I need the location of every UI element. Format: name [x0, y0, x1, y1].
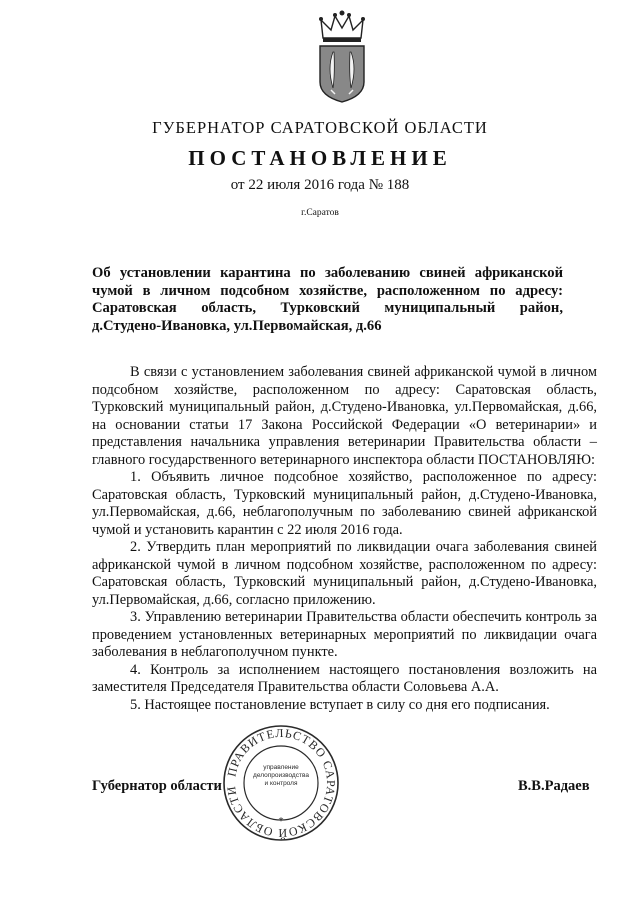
subject-line: Об установлении карантина по заболеванию свиней африканской: [92, 265, 563, 281]
document-city: г.Саратов: [301, 208, 339, 218]
subject-line: чумой в личном подсобном хозяйстве, расположенном по адресу:: [92, 282, 563, 299]
resolution-item-5: 5. Настоящее постановление вступает в силу со дня его подписания.: [130, 696, 550, 713]
resolution-item-2: 2. Утвердить план мероприятий по ликвидации очага заболевания свиней африканской чумой в личном подсобном хозяйстве, расположенном по адресу: Саратовская область, Турковский муниципальный район, д.Студено-Ивановка, ул.Первомайская, д.66, согласно приложению.: [92, 539, 597, 608]
subject-line: Саратовская область, Турковский муниципальный район,: [92, 300, 563, 317]
saratov-coat-of-arms-emblem: [309, 8, 375, 104]
resolution-item-3: 3. Управлению ветеринарии Правительства области обеспечить контроль за проведением установленных ветеринарных мероприятий по ликвидации очага заболевания в неблагополучном пункте.: [92, 609, 597, 660]
seal-center-text: управление делопроизводства и контроля: [253, 764, 309, 787]
preamble-paragraph: В связи с установлением заболевания свиней африканской чумой в личном подсобном хозяйстве, расположенном по адресу: Саратовская область, Турковский муниципальный район, д.Студено-Ивановка, ул.Первомайская, д.66, на основании статьи 17 Закона Российской Федерации «О ветеринарии» и представления начальника управления ветеринарии Правительства области – главного государственного ветеринарного инспектора области ПОСТАНОВЛЯЮ:: [92, 364, 597, 468]
signatory-name: В.В.Радаев: [518, 778, 590, 794]
resolution-item-4: 4. Контроль за исполнением настоящего постановления возложить на заместителя Председателя Правительства области Соловьева А.А.: [92, 661, 597, 695]
document-date-number: от 22 июля 2016 года № 188: [230, 177, 410, 193]
signatory-position: Губернатор области: [92, 778, 222, 794]
subject-line: д.Студено-Ивановка, ул.Первомайская, д.66: [92, 317, 382, 334]
resolution-item-1: 1. Объявить личное подсобное хозяйство, расположенное по адресу: Саратовская область, Турковский муниципальный район, д.Студено-Ивановка, ул.Первомайская, д.66, неблагополучным по заболеванию свиней африканской чумой и установить карантин с 22 июля 2016 года.: [92, 469, 597, 538]
document-body: [92, 364, 597, 714]
issuing-authority: ГУБЕРНАТОР САРАТОВСКОЙ ОБЛАСТИ: [152, 118, 488, 137]
document-type-heading: ПОСТАНОВЛЕНИЕ: [188, 146, 452, 170]
svg-text:*: *: [278, 816, 284, 827]
seal-ring-text: ПРАВИТЕЛЬСТВО САРАТОВСКОЙ ОБЛАСТИ: [223, 725, 339, 841]
document-subject-title: [92, 265, 563, 335]
official-seal-stamp: [222, 724, 340, 842]
